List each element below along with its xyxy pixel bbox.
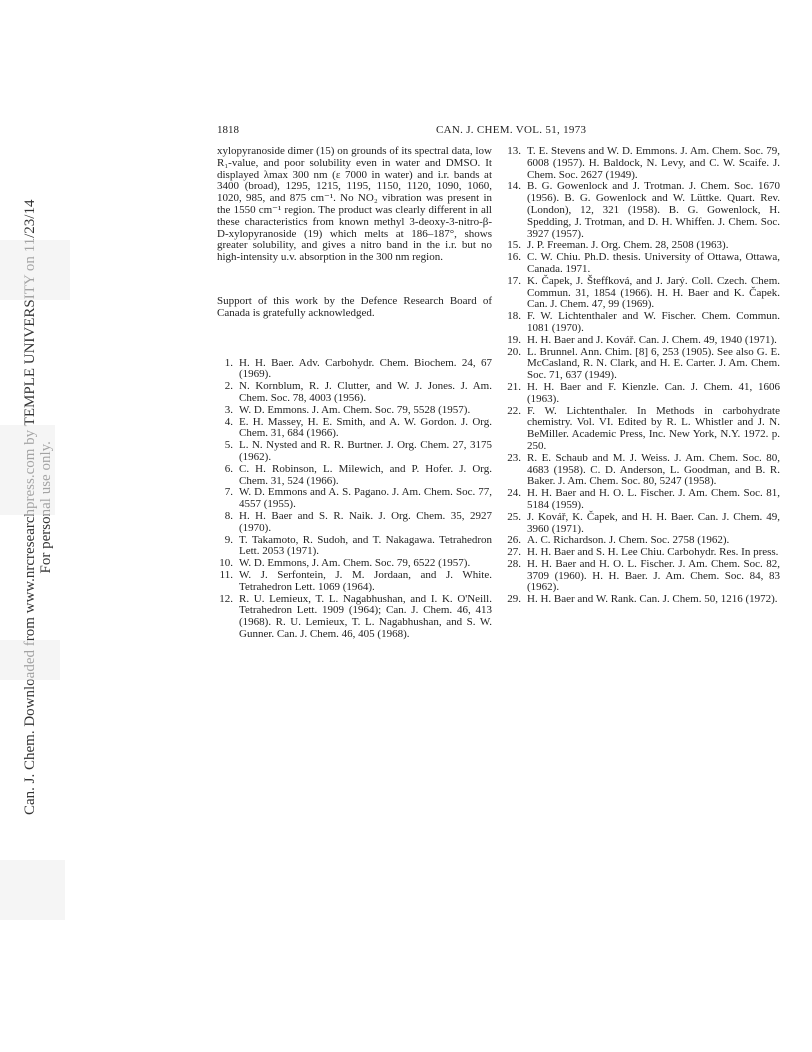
- reference-text: R. U. Lemieux, T. L. Nagabhushan, and I. K. O'Neill. Tetrahedron Lett. 1909 (1964); Can. J. Chem. 46, 413 (1968). R. U. Lemieux, T. L. Nagabhushan, and S. W. Gunner. Can. J. Chem. 46, 405 (1968).: [239, 592, 492, 640]
- reference-number: 18.: [507, 310, 521, 323]
- reference-item: [505, 146, 780, 181]
- reference-text: W. D. Emmons. J. Am. Chem. Soc. 79, 5528 (1957).: [239, 403, 471, 416]
- reference-number: 10.: [219, 557, 233, 570]
- reference-text: H. H. Baer and F. Kienzle. Can. J. Chem. 41, 1606 (1963).: [527, 380, 780, 405]
- reference-number: 24.: [507, 487, 521, 500]
- reference-number: 2.: [224, 380, 233, 393]
- reference-text: F. W. Lichtenthaler. In Methods in carbohydrate chemistry. Vol. VI. Edited by R. L. Whistler and J. N. BeMiller. Academic Press, Inc. New York, N.Y. 1972. p. 250.: [527, 404, 780, 452]
- reference-text: N. Kornblum, R. J. Clutter, and W. J. Jones. J. Am. Chem. Soc. 78, 4003 (1956).: [239, 380, 492, 404]
- reference-text: R. E. Schaub and M. J. Weiss. J. Am. Chem. Soc. 80, 4683 (1958). C. D. Anderson, L. Goodman, and B. R. Baker. J. Am. Chem. Soc. 80, 5247 (1958).: [527, 451, 780, 488]
- reference-item: [505, 512, 780, 536]
- reference-text: W. D. Emmons and A. S. Pagano. J. Am. Chem. Soc. 77, 4557 (1955).: [239, 486, 492, 511]
- reference-number: 8.: [224, 509, 233, 522]
- reference-item: [505, 252, 780, 276]
- reference-number: 5.: [224, 439, 233, 452]
- reference-item: [217, 487, 492, 511]
- reference-text: L. Brunnel. Ann. Chim. [8] 6, 253 (1905). See also G. E. McCasland, R. N. Clark, and H. E. Carter. J. Am. Chem. Soc. 71, 637 (1949).: [527, 345, 780, 382]
- reference-number: 7.: [224, 486, 233, 499]
- scan-speckle: [0, 425, 55, 515]
- reference-text: J. Kovář, K. Čapek, and H. H. Baer. Can. J. Chem. 49, 3960 (1971).: [527, 510, 780, 535]
- reference-item: [217, 535, 492, 559]
- reference-item: [217, 358, 492, 382]
- reference-item: [505, 594, 780, 606]
- reference-item: [217, 570, 492, 594]
- reference-number: 1.: [224, 356, 233, 369]
- reference-text: K. Čapek, J. Šteffková, and J. Jarý. Coll. Czech. Chem. Commun. 31, 1854 (1966). H. H. Baer and K. Čapek. Can. J. Chem. 47, 99 (1969).: [527, 274, 780, 311]
- reference-text: H. H. Baer and S. H. Lee Chiu. Carbohydr. Res. In press.: [527, 546, 779, 559]
- reference-number: 12.: [219, 592, 233, 605]
- scan-speckle: [0, 240, 70, 300]
- acknowledgment: Support of this work by the Defence Research Board of Canada is gratefully acknowledged.: [217, 294, 492, 319]
- reference-item: [505, 453, 780, 488]
- reference-text: B. G. Gowenlock and J. Trotman. J. Chem. Soc. 1670 (1956). B. G. Gowenlock and W. Lüttke. Quart. Rev. (London), 12, 321 (1958). B. G. Gowenlock, H. Spedding, J. Trotman, and D. H. Whiffen. J. Chem. Soc. 3927 (1957).: [527, 180, 780, 240]
- reference-item: [217, 440, 492, 464]
- reference-number: 29.: [507, 593, 521, 606]
- reference-number: 25.: [507, 510, 521, 523]
- reference-text: H. H. Baer and H. O. L. Fischer. J. Am. Chem. Soc. 81, 5184 (1959).: [527, 487, 780, 511]
- reference-item: [505, 276, 780, 311]
- reference-number: 4.: [224, 415, 233, 428]
- reference-text: H. H. Baer and W. Rank. Can. J. Chem. 50, 1216 (1972).: [527, 593, 778, 606]
- reference-list-left: [217, 358, 492, 641]
- left-column: [217, 146, 492, 641]
- reference-item: [217, 594, 492, 641]
- reference-text: A. C. Richardson. J. Chem. Soc. 2758 (1962).: [527, 534, 730, 547]
- reference-item: [505, 311, 780, 335]
- reference-item: [505, 181, 780, 240]
- reference-text: C. W. Chiu. Ph.D. thesis. University of Ottawa, Ottawa, Canada. 1971.: [527, 251, 780, 275]
- reference-item: [217, 511, 492, 535]
- reference-text: H. H. Baer and H. O. L. Fischer. J. Am. Chem. Soc. 82, 3709 (1960). H. H. Baer. J. Am. Chem. Soc. 84, 83 (1962).: [527, 557, 780, 594]
- reference-text: H. H. Baer and J. Kovář. Can. J. Chem. 49, 1940 (1971).: [527, 333, 777, 346]
- reference-text: C. H. Robinson, L. Milewich, and P. Hofer. J. Org. Chem. 31, 524 (1966).: [239, 462, 492, 487]
- reference-text: H. H. Baer and S. R. Naik. J. Org. Chem. 35, 2927 (1970).: [239, 509, 492, 534]
- reference-number: 9.: [224, 533, 233, 546]
- reference-text: F. W. Lichtenthaler and W. Fischer. Chem. Commun. 1081 (1970).: [527, 310, 780, 334]
- reference-text: W. J. Serfontein, J. M. Jordaan, and J. White. Tetrahedron Lett. 1069 (1964).: [239, 568, 492, 593]
- reference-item: [217, 417, 492, 441]
- reference-number: 17.: [507, 274, 521, 287]
- reference-number: 26.: [507, 534, 521, 547]
- reference-number: 6.: [224, 462, 233, 475]
- body-paragraph: xylopyranoside dimer (15) on grounds of its spectral data, low R₁-value, and poor solubility even in water and DMSO. It displayed λmax 300 nm (ε 7000 in water) and i.r. bands at 3400 (broad), 1295, 1215, 1195, 1150, 1120, 1090, 1060, 1020, 985, and 875 cm⁻¹. No NO₂ vibration was present in the 1550 cm⁻¹ region. The product was clearly different in all these characteristics from known methyl 3-deoxy-3-nitro-β-D-xylopyranoside (19) which melts at 186–187°, shows greater solubility, and gives a nitro band in the i.r. but no high-intensity u.v. absorption in the 300 nm region.: [217, 145, 492, 264]
- reference-item: [505, 347, 780, 382]
- reference-number: 19.: [507, 333, 521, 346]
- reference-item: [217, 464, 492, 488]
- reference-item: [217, 381, 492, 405]
- scan-speckle: [0, 860, 65, 920]
- reference-text: J. P. Freeman. J. Org. Chem. 28, 2508 (1963).: [527, 239, 729, 252]
- reference-text: H. H. Baer. Adv. Carbohydr. Chem. Biochem. 24, 67 (1969).: [239, 356, 492, 381]
- reference-text: L. N. Nysted and R. R. Burtner. J. Org. Chem. 27, 3175 (1962).: [239, 439, 492, 463]
- reference-text: T. Takamoto, R. Sudoh, and T. Nakagawa. Tetrahedron Lett. 2053 (1971).: [239, 533, 492, 558]
- reference-number: 22.: [507, 404, 521, 417]
- reference-item: [505, 406, 780, 453]
- reference-text: T. E. Stevens and W. D. Emmons. J. Am. Chem. Soc. 79, 6008 (1957). H. Baldock, N. Levy, and C. W. Scaife. J. Chem. Soc. 2627 (1949).: [527, 145, 780, 181]
- reference-number: 3.: [224, 403, 233, 416]
- reference-number: 21.: [507, 380, 521, 393]
- reference-number: 13.: [507, 145, 521, 157]
- reference-number: 14.: [507, 180, 521, 193]
- reference-item: [505, 488, 780, 512]
- reference-number: 27.: [507, 546, 521, 559]
- reference-number: 28.: [507, 557, 521, 570]
- running-head: CAN. J. CHEM. VOL. 51, 1973: [436, 124, 587, 136]
- reference-number: 11.: [219, 568, 233, 581]
- reference-text: E. H. Massey, H. E. Smith, and A. W. Gordon. J. Org. Chem. 31, 684 (1966).: [239, 415, 492, 440]
- reference-text: W. D. Emmons, J. Am. Chem. Soc. 79, 6522 (1957).: [239, 557, 471, 570]
- reference-number: 20.: [507, 345, 521, 358]
- page-header: [217, 124, 717, 140]
- reference-number: 16.: [507, 251, 521, 264]
- scan-speckle: [0, 640, 60, 680]
- right-column: [505, 146, 780, 606]
- reference-item: [505, 382, 780, 406]
- reference-number: 15.: [507, 239, 521, 252]
- reference-item: [505, 559, 780, 594]
- reference-number: 23.: [507, 451, 521, 464]
- reference-list-right: [505, 146, 780, 606]
- page-number: 1818: [217, 124, 239, 136]
